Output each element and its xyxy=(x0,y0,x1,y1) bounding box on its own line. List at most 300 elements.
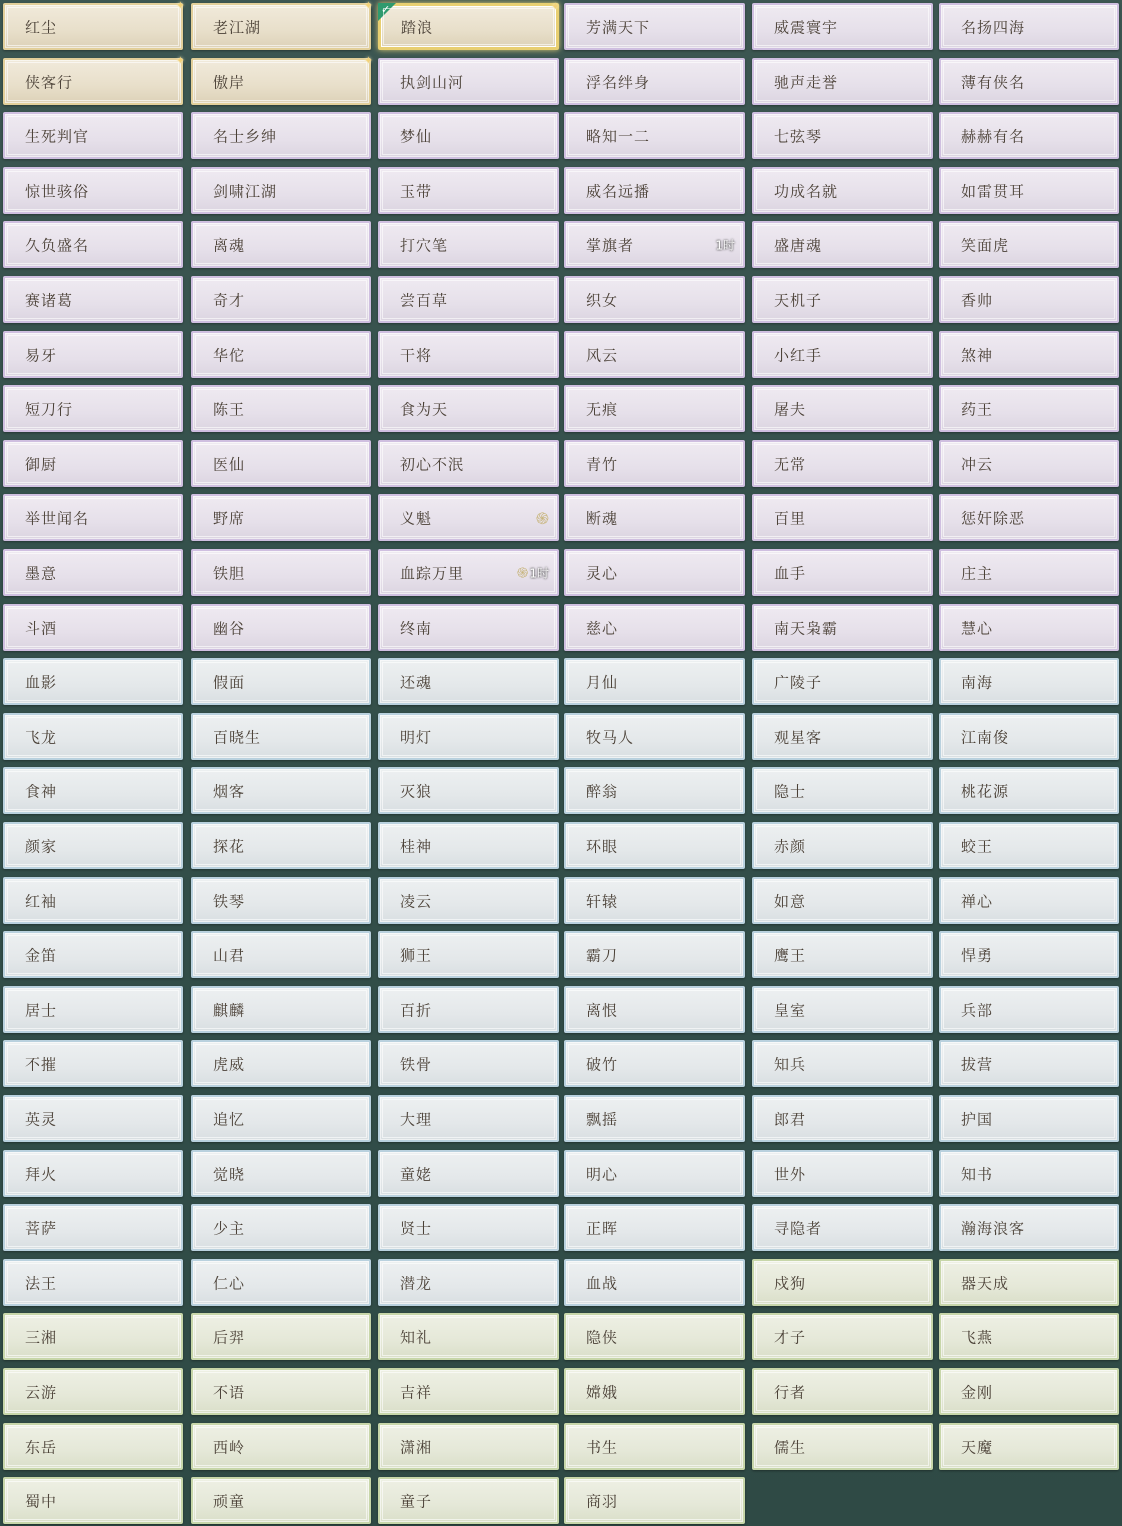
title-label: 如意 xyxy=(774,892,807,910)
title-label: 踏浪 xyxy=(401,18,434,36)
title-tile[interactable] xyxy=(939,1423,1119,1470)
title-tile[interactable] xyxy=(939,167,1119,214)
title-tile[interactable] xyxy=(191,549,371,596)
title-label: 南天枭霸 xyxy=(774,619,839,637)
title-tile[interactable] xyxy=(564,1368,745,1415)
title-label: 慈心 xyxy=(586,619,619,637)
title-label: 烟客 xyxy=(213,782,246,800)
title-tile[interactable] xyxy=(939,3,1119,50)
title-tile[interactable] xyxy=(191,931,371,978)
title-tile[interactable] xyxy=(378,385,559,432)
title-label: 斗酒 xyxy=(25,619,58,637)
title-tile[interactable] xyxy=(378,822,559,869)
swirl-icon: ֍ xyxy=(535,508,549,528)
title-tile[interactable] xyxy=(752,112,933,159)
title-tile[interactable] xyxy=(191,877,371,924)
title-tile[interactable] xyxy=(378,1150,559,1197)
title-tile[interactable] xyxy=(564,440,745,487)
title-label: 童子 xyxy=(400,1492,433,1510)
title-label: 少主 xyxy=(213,1219,246,1237)
title-tile[interactable] xyxy=(564,494,745,541)
timer-text: 1时 xyxy=(715,238,735,252)
title-label: 无痕 xyxy=(586,400,619,418)
title-label: 天机子 xyxy=(774,291,823,309)
title-tile[interactable] xyxy=(564,549,745,596)
title-tile[interactable] xyxy=(378,221,559,268)
title-label: 飘摇 xyxy=(586,1110,619,1128)
title-label: 打穴笔 xyxy=(400,236,449,254)
title-tile[interactable] xyxy=(191,167,371,214)
title-tile[interactable] xyxy=(378,1095,559,1142)
title-label: 观星客 xyxy=(774,728,823,746)
title-tile[interactable] xyxy=(564,58,745,105)
title-tile[interactable] xyxy=(564,1423,745,1470)
title-label: 断魂 xyxy=(586,509,619,527)
title-tile[interactable] xyxy=(564,931,745,978)
title-label: 顽童 xyxy=(213,1492,246,1510)
title-label: 百里 xyxy=(774,509,807,527)
title-label: 初心不泯 xyxy=(400,455,465,473)
title-tile[interactable] xyxy=(564,1313,745,1360)
title-tile[interactable] xyxy=(3,112,183,159)
title-label: 环眼 xyxy=(586,837,619,855)
title-tile[interactable] xyxy=(752,1313,933,1360)
title-label: 铁琴 xyxy=(213,892,246,910)
title-tile[interactable] xyxy=(378,1259,559,1306)
title-tile[interactable] xyxy=(378,276,559,323)
title-tile[interactable] xyxy=(191,0,373,50)
title-label: 云游 xyxy=(25,1383,58,1401)
title-tile[interactable] xyxy=(752,1040,933,1087)
title-tile[interactable] xyxy=(3,494,183,541)
title-label: 久负盛名 xyxy=(25,236,90,254)
title-tile[interactable] xyxy=(378,494,559,541)
title-label: 易牙 xyxy=(25,346,58,364)
title-tile[interactable] xyxy=(191,1423,371,1470)
title-tile[interactable] xyxy=(191,822,371,869)
title-label: 行者 xyxy=(774,1383,807,1401)
title-label: 假面 xyxy=(213,673,246,691)
title-label: 幽谷 xyxy=(213,619,246,637)
title-tile[interactable] xyxy=(191,604,371,651)
title-tile[interactable] xyxy=(3,276,183,323)
title-tile[interactable] xyxy=(564,1204,745,1251)
title-tile[interactable] xyxy=(378,331,559,378)
title-label: 略知一二 xyxy=(586,127,651,145)
title-label: 执剑山河 xyxy=(400,73,465,91)
title-label: 香帅 xyxy=(961,291,994,309)
title-tile[interactable] xyxy=(191,1150,371,1197)
title-tile[interactable] xyxy=(378,440,559,487)
title-label: 知礼 xyxy=(400,1328,433,1346)
title-tile[interactable] xyxy=(378,0,560,50)
title-tile[interactable] xyxy=(564,221,745,268)
title-tile[interactable] xyxy=(3,0,185,50)
title-label: 盛唐魂 xyxy=(774,236,823,254)
title-tile[interactable] xyxy=(378,1040,559,1087)
title-label: 青竹 xyxy=(586,455,619,473)
title-label: 无常 xyxy=(774,455,807,473)
title-tile[interactable] xyxy=(564,3,745,50)
title-tile[interactable] xyxy=(191,1204,371,1251)
timer-badge xyxy=(715,236,735,253)
title-tile[interactable] xyxy=(939,931,1119,978)
title-label: 煞神 xyxy=(961,346,994,364)
title-tile[interactable] xyxy=(378,1423,559,1470)
title-tile[interactable] xyxy=(939,877,1119,924)
title-tile[interactable] xyxy=(3,385,183,432)
title-label: 世外 xyxy=(774,1165,807,1183)
title-label: 悍勇 xyxy=(961,946,994,964)
title-tile[interactable] xyxy=(564,986,745,1033)
title-tile[interactable] xyxy=(939,494,1119,541)
title-tile[interactable] xyxy=(939,822,1119,869)
title-label: 血战 xyxy=(586,1274,619,1292)
sparkle-icon: ✦ xyxy=(363,54,373,67)
title-label: 英灵 xyxy=(25,1110,58,1128)
title-label: 药王 xyxy=(961,400,994,418)
title-tile[interactable] xyxy=(564,167,745,214)
title-tile[interactable] xyxy=(3,331,183,378)
title-label: 吉祥 xyxy=(400,1383,433,1401)
title-label: 灵心 xyxy=(586,564,619,582)
title-tile[interactable] xyxy=(3,1150,183,1197)
title-label: 红袖 xyxy=(25,892,58,910)
title-tile[interactable] xyxy=(3,1259,183,1306)
title-tile[interactable] xyxy=(191,385,371,432)
title-label: 奇才 xyxy=(213,291,246,309)
title-tile[interactable] xyxy=(752,986,933,1033)
title-tile[interactable] xyxy=(378,167,559,214)
title-label: 血踪万里 xyxy=(400,564,465,582)
checkmark-icon: ✓ xyxy=(381,3,391,16)
title-tile[interactable] xyxy=(939,604,1119,651)
title-tile[interactable] xyxy=(752,1204,933,1251)
title-tile[interactable] xyxy=(752,767,933,814)
title-tile[interactable] xyxy=(191,494,371,541)
title-label: 明灯 xyxy=(400,728,433,746)
title-label: 潇湘 xyxy=(400,1438,433,1456)
title-tile[interactable] xyxy=(939,221,1119,268)
title-label: 广陵子 xyxy=(774,673,823,691)
title-label: 举世闻名 xyxy=(25,509,90,527)
title-label: 拔营 xyxy=(961,1055,994,1073)
title-tile[interactable] xyxy=(191,658,371,705)
title-tile[interactable] xyxy=(939,1313,1119,1360)
title-label: 野席 xyxy=(213,509,246,527)
title-tile[interactable] xyxy=(752,822,933,869)
title-tile[interactable] xyxy=(564,1150,745,1197)
title-tile[interactable] xyxy=(564,1259,745,1306)
title-label: 禅心 xyxy=(961,892,994,910)
title-tile[interactable] xyxy=(564,713,745,760)
title-tile[interactable] xyxy=(752,167,933,214)
title-label: 终南 xyxy=(400,619,433,637)
title-tile[interactable] xyxy=(939,1150,1119,1197)
title-label: 商羽 xyxy=(586,1492,619,1510)
title-tile[interactable] xyxy=(378,1204,559,1251)
title-tile[interactable] xyxy=(939,549,1119,596)
title-tile[interactable] xyxy=(939,58,1119,105)
title-tile[interactable] xyxy=(564,331,745,378)
title-tile[interactable] xyxy=(378,658,559,705)
title-tile[interactable] xyxy=(3,1368,183,1415)
title-tile[interactable] xyxy=(752,658,933,705)
title-tile[interactable] xyxy=(752,221,933,268)
title-tile[interactable] xyxy=(752,604,933,651)
title-tile[interactable] xyxy=(191,1368,371,1415)
title-label: 掌旗者 xyxy=(586,236,635,254)
title-label: 知兵 xyxy=(774,1055,807,1073)
title-label: 嫦娥 xyxy=(586,1383,619,1401)
title-label: 离魂 xyxy=(213,236,246,254)
title-label: 惩奸除恶 xyxy=(961,509,1026,527)
title-tile[interactable] xyxy=(378,986,559,1033)
title-tile[interactable] xyxy=(3,54,185,105)
title-tile[interactable] xyxy=(752,276,933,323)
title-label: 探花 xyxy=(213,837,246,855)
title-tile[interactable] xyxy=(564,1477,745,1524)
title-tile[interactable] xyxy=(752,877,933,924)
title-tile[interactable] xyxy=(564,877,745,924)
title-label: 还魂 xyxy=(400,673,433,691)
title-tile[interactable] xyxy=(752,1095,933,1142)
title-tile[interactable] xyxy=(3,604,183,651)
title-label: 赛诸葛 xyxy=(25,291,74,309)
title-tile[interactable] xyxy=(378,604,559,651)
title-label: 狮王 xyxy=(400,946,433,964)
title-tile[interactable] xyxy=(3,1477,183,1524)
title-tile[interactable] xyxy=(3,658,183,705)
title-tile[interactable] xyxy=(939,112,1119,159)
title-tile[interactable] xyxy=(752,440,933,487)
title-tile[interactable] xyxy=(939,331,1119,378)
sparkle-icon: ✦ xyxy=(550,0,560,13)
title-label: 食为天 xyxy=(400,400,449,418)
title-label: 不语 xyxy=(213,1383,246,1401)
title-tile[interactable] xyxy=(564,276,745,323)
title-label: 法王 xyxy=(25,1274,58,1292)
title-tile[interactable] xyxy=(191,1040,371,1087)
title-label: 菩萨 xyxy=(25,1219,58,1237)
title-tile[interactable] xyxy=(939,1040,1119,1087)
title-label: 庄主 xyxy=(961,564,994,582)
swirl-icon: ֍ xyxy=(516,565,529,581)
title-label: 仁心 xyxy=(213,1274,246,1292)
title-tile[interactable] xyxy=(564,767,745,814)
title-tile[interactable] xyxy=(3,931,183,978)
title-tile[interactable] xyxy=(191,221,371,268)
title-label: 风云 xyxy=(586,346,619,364)
title-label: 织女 xyxy=(586,291,619,309)
title-tile[interactable] xyxy=(564,112,745,159)
title-label: 食神 xyxy=(25,782,58,800)
title-label: 红尘 xyxy=(25,18,58,36)
title-tile[interactable] xyxy=(3,1204,183,1251)
title-label: 鹰王 xyxy=(774,946,807,964)
title-tile[interactable] xyxy=(939,1259,1119,1306)
title-tile[interactable] xyxy=(191,276,371,323)
title-tile[interactable] xyxy=(378,112,559,159)
timer-badge xyxy=(517,563,549,582)
title-tile[interactable] xyxy=(191,1259,371,1306)
title-label: 三湘 xyxy=(25,1328,58,1346)
title-tile[interactable] xyxy=(3,221,183,268)
title-label: 慧心 xyxy=(961,619,994,637)
title-label: 郎君 xyxy=(774,1110,807,1128)
title-label: 山君 xyxy=(213,946,246,964)
title-tile[interactable] xyxy=(752,549,933,596)
title-label: 御厨 xyxy=(25,455,58,473)
title-tile[interactable] xyxy=(3,1040,183,1087)
title-tile[interactable] xyxy=(752,931,933,978)
title-label: 短刀行 xyxy=(25,400,74,418)
title-label: 东岳 xyxy=(25,1438,58,1456)
title-tile[interactable] xyxy=(191,1313,371,1360)
title-tile[interactable] xyxy=(191,1095,371,1142)
title-tile[interactable] xyxy=(752,1368,933,1415)
title-tile[interactable] xyxy=(752,331,933,378)
title-label: 义魁 xyxy=(400,509,433,527)
title-tile[interactable] xyxy=(564,604,745,651)
title-tile[interactable] xyxy=(752,1259,933,1306)
title-label: 干将 xyxy=(400,346,433,364)
title-label: 正晖 xyxy=(586,1219,619,1237)
title-tile[interactable] xyxy=(939,385,1119,432)
title-label: 觉晓 xyxy=(213,1165,246,1183)
title-label: 儒生 xyxy=(774,1438,807,1456)
title-tile[interactable] xyxy=(3,877,183,924)
title-label: 铁骨 xyxy=(400,1055,433,1073)
title-label: 陈王 xyxy=(213,400,246,418)
title-tile[interactable] xyxy=(378,549,559,596)
title-label: 七弦琴 xyxy=(774,127,823,145)
title-tile[interactable] xyxy=(752,58,933,105)
title-label: 华佗 xyxy=(213,346,246,364)
title-label: 江南俊 xyxy=(961,728,1010,746)
title-label: 惊世骇俗 xyxy=(25,182,90,200)
title-label: 戍狗 xyxy=(774,1274,807,1292)
title-tile[interactable] xyxy=(191,440,371,487)
title-tile[interactable] xyxy=(191,331,371,378)
title-tile[interactable] xyxy=(939,713,1119,760)
title-label: 功成名就 xyxy=(774,182,839,200)
title-tile[interactable] xyxy=(3,549,183,596)
title-tile[interactable] xyxy=(3,822,183,869)
title-tile[interactable] xyxy=(3,713,183,760)
title-tile[interactable] xyxy=(752,385,933,432)
title-label: 才子 xyxy=(774,1328,807,1346)
title-tile[interactable] xyxy=(752,1150,933,1197)
title-label: 蜀中 xyxy=(25,1492,58,1510)
title-tile[interactable] xyxy=(939,276,1119,323)
title-label: 名扬四海 xyxy=(961,18,1026,36)
title-tile[interactable] xyxy=(564,1040,745,1087)
title-tile[interactable] xyxy=(939,658,1119,705)
title-label: 灭狼 xyxy=(400,782,433,800)
title-label: 护国 xyxy=(961,1110,994,1128)
title-label: 血影 xyxy=(25,673,58,691)
title-tile[interactable] xyxy=(3,767,183,814)
title-tile[interactable] xyxy=(564,658,745,705)
title-tile[interactable] xyxy=(3,986,183,1033)
title-tile[interactable] xyxy=(3,1095,183,1142)
title-tile[interactable] xyxy=(191,713,371,760)
title-label: 破竹 xyxy=(586,1055,619,1073)
title-label: 天魔 xyxy=(961,1438,994,1456)
title-tile[interactable] xyxy=(939,1095,1119,1142)
title-tile[interactable] xyxy=(564,822,745,869)
title-tile[interactable] xyxy=(191,112,371,159)
title-label: 大理 xyxy=(400,1110,433,1128)
title-label: 如雷贯耳 xyxy=(961,182,1026,200)
title-tile[interactable] xyxy=(378,1368,559,1415)
title-label: 尝百草 xyxy=(400,291,449,309)
title-tile[interactable] xyxy=(939,767,1119,814)
title-label: 凌云 xyxy=(400,892,433,910)
title-tile[interactable] xyxy=(752,1423,933,1470)
title-tile[interactable] xyxy=(939,440,1119,487)
title-label: 薄有侠名 xyxy=(961,73,1026,91)
title-tile[interactable] xyxy=(378,713,559,760)
title-label: 兵部 xyxy=(961,1001,994,1019)
title-label: 玉带 xyxy=(400,182,433,200)
title-label: 虎威 xyxy=(213,1055,246,1073)
title-tile[interactable] xyxy=(752,3,933,50)
title-tile[interactable] xyxy=(752,494,933,541)
title-label: 威名远播 xyxy=(586,182,651,200)
title-tile[interactable] xyxy=(378,931,559,978)
title-tile[interactable] xyxy=(939,1204,1119,1251)
title-tile[interactable] xyxy=(3,440,183,487)
title-label: 医仙 xyxy=(213,455,246,473)
title-label: 瀚海浪客 xyxy=(961,1219,1026,1237)
title-tile[interactable] xyxy=(191,767,371,814)
title-label: 威震寰宇 xyxy=(774,18,839,36)
title-tile[interactable] xyxy=(939,1368,1119,1415)
title-label: 桃花源 xyxy=(961,782,1010,800)
title-tile[interactable] xyxy=(378,58,559,105)
title-label: 芳满天下 xyxy=(586,18,651,36)
title-label: 傲岸 xyxy=(213,73,246,91)
title-tile[interactable] xyxy=(191,1477,371,1524)
title-tile[interactable] xyxy=(564,385,745,432)
title-tile[interactable] xyxy=(752,713,933,760)
title-tile[interactable] xyxy=(378,1477,559,1524)
title-label: 百折 xyxy=(400,1001,433,1019)
title-label: 寻隐者 xyxy=(774,1219,823,1237)
title-tile[interactable] xyxy=(3,1313,183,1360)
title-label: 梦仙 xyxy=(400,127,433,145)
title-label: 童姥 xyxy=(400,1165,433,1183)
title-label: 铁胆 xyxy=(213,564,246,582)
title-tile[interactable] xyxy=(378,767,559,814)
sparkle-icon: ✦ xyxy=(175,0,185,12)
title-tile[interactable] xyxy=(3,1423,183,1470)
title-label: 月仙 xyxy=(586,673,619,691)
title-label: 侠客行 xyxy=(25,73,74,91)
title-tile[interactable] xyxy=(3,167,183,214)
title-tile[interactable] xyxy=(564,1095,745,1142)
title-tile[interactable] xyxy=(191,986,371,1033)
title-label: 西岭 xyxy=(213,1438,246,1456)
title-tile[interactable] xyxy=(939,986,1119,1033)
title-tile[interactable] xyxy=(378,877,559,924)
title-tile[interactable] xyxy=(191,54,373,105)
title-label: 知书 xyxy=(961,1165,994,1183)
title-tile[interactable] xyxy=(378,1313,559,1360)
title-label: 明心 xyxy=(586,1165,619,1183)
